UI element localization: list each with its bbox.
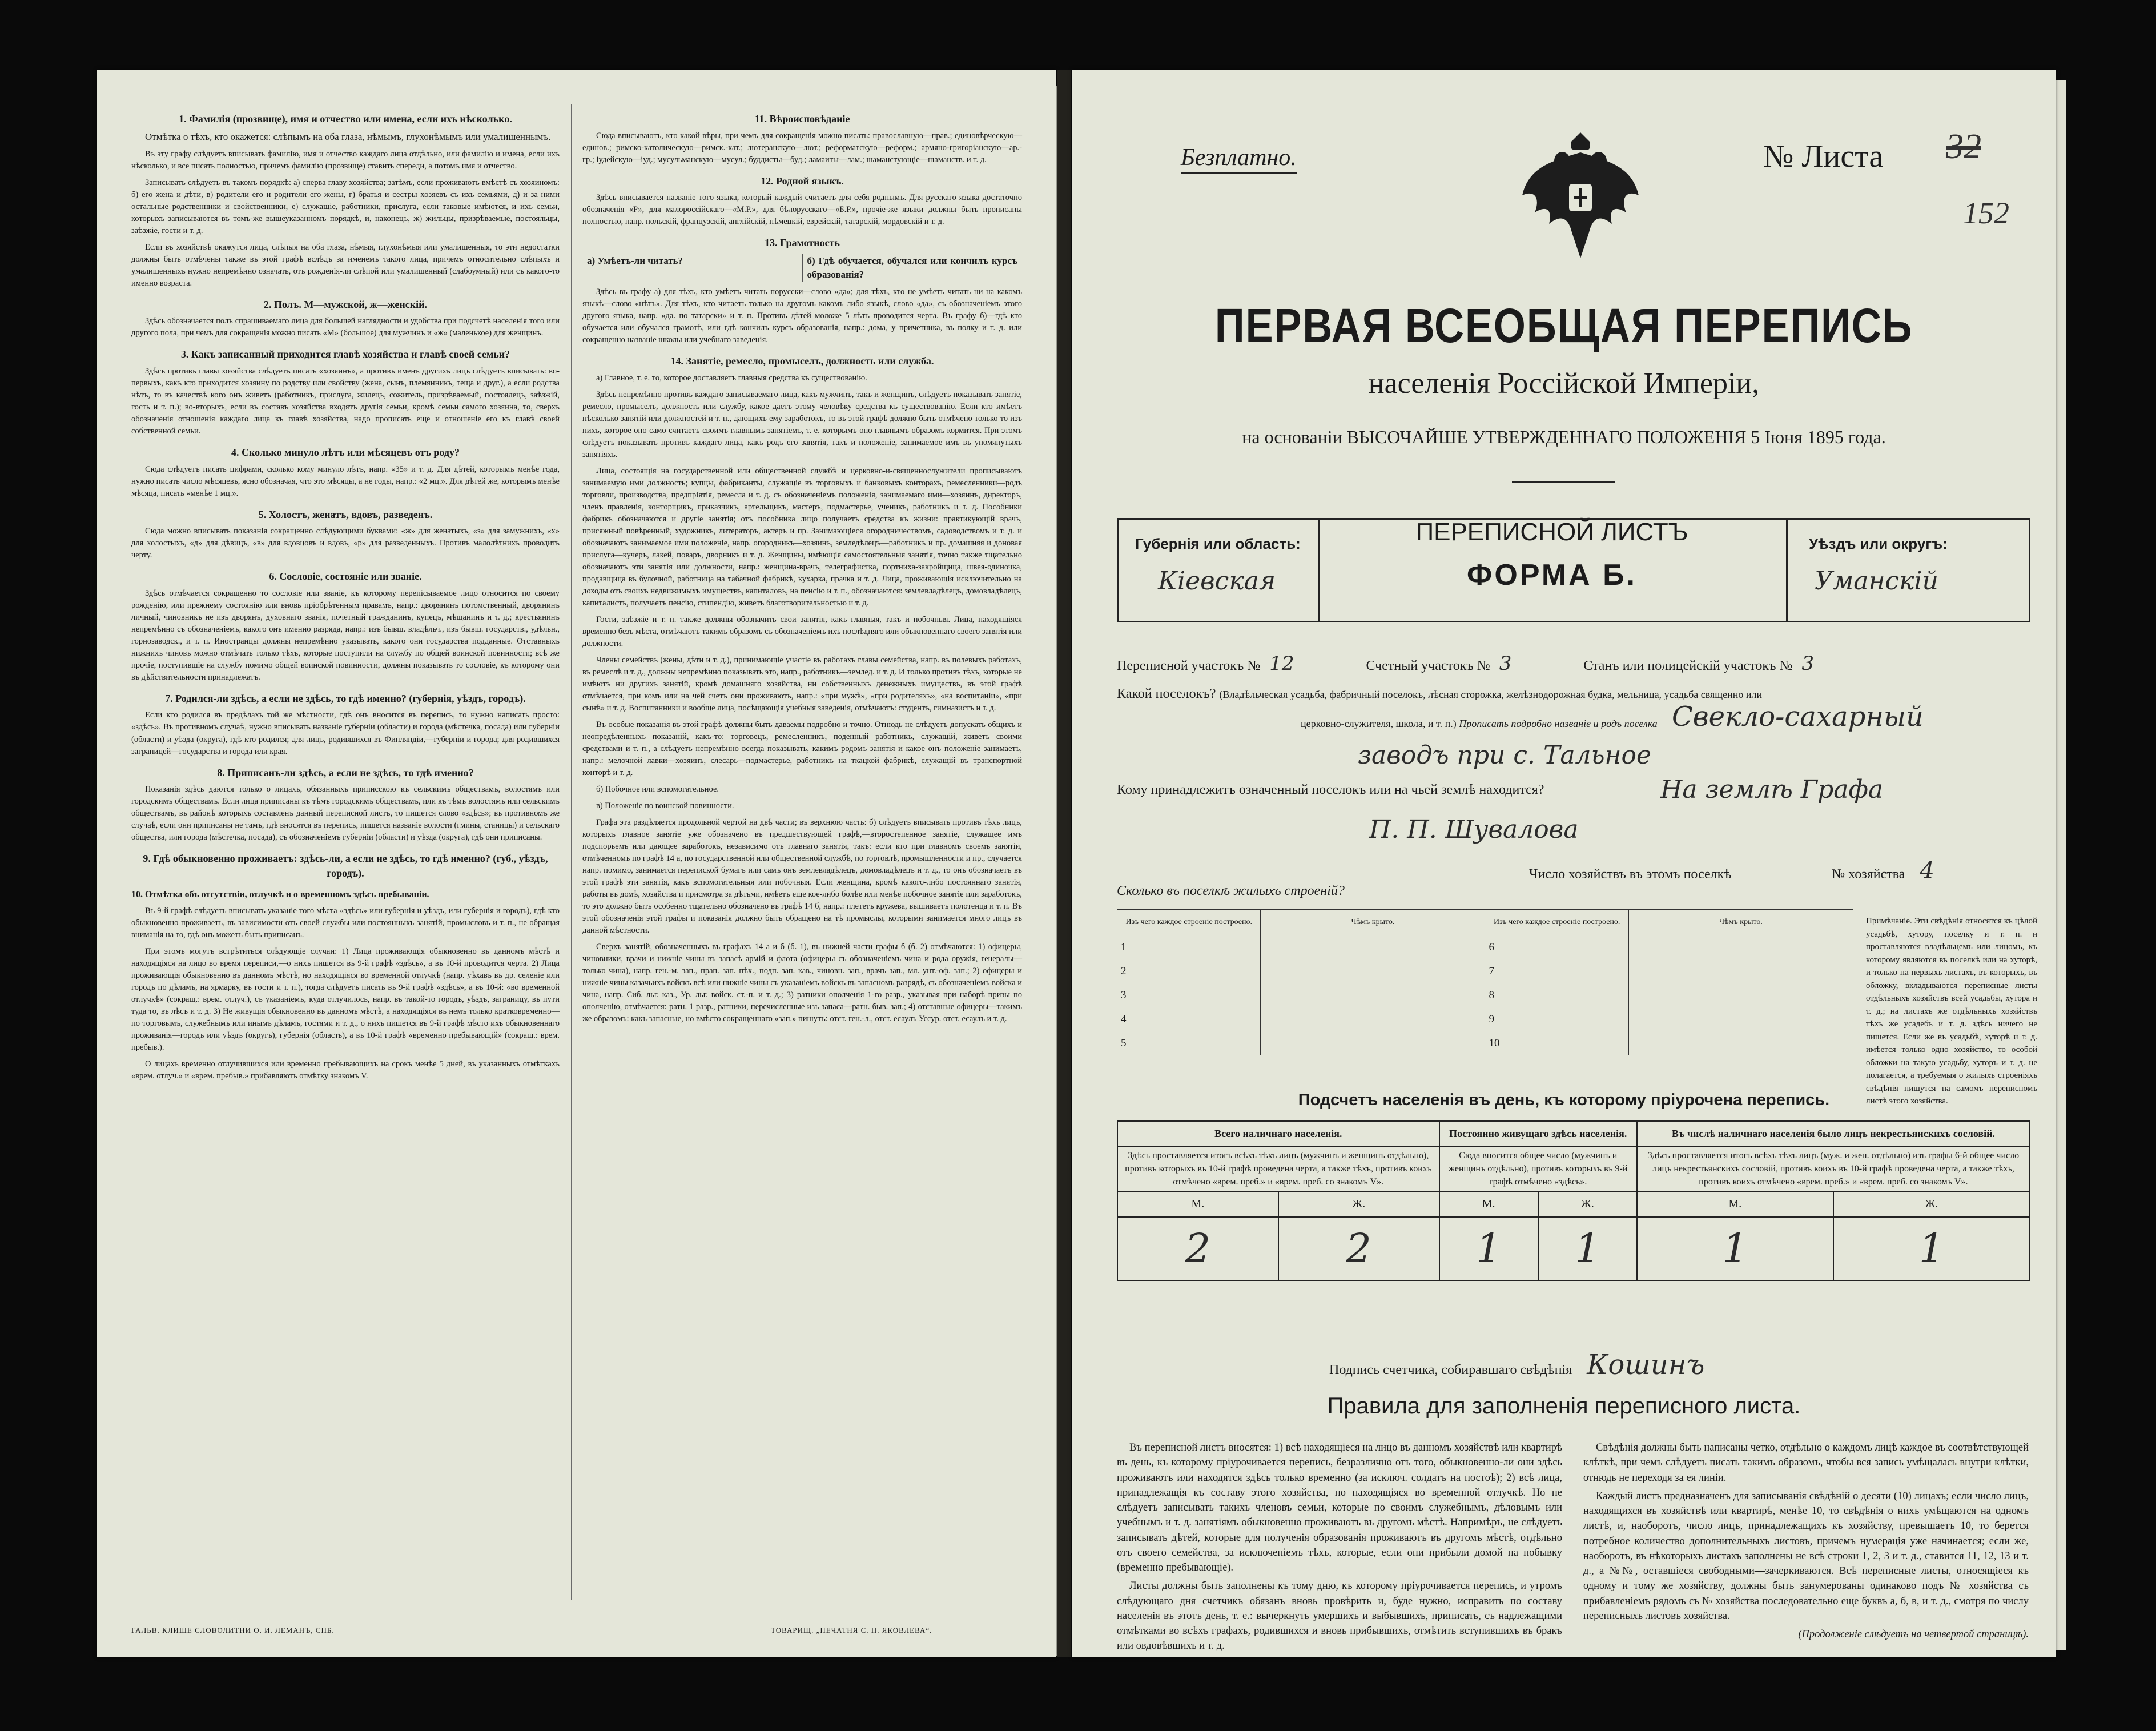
census-subtitle: населенія Россійской Имперіи, bbox=[1368, 367, 1760, 400]
instruction-paragraph: Здѣсь вписывается названіе того языка, который каждый считаетъ для себя роднымъ. Для русскаго языка достаточно обозначенія «Р», для малороссійскаго—«М.Р.», для бѣлорусскаго—«Б.Р.», прочіе-же языки должны быть прописаны полностью, напр. польскій, французскій, англійскій, нѣмецкій, еврейскій, татарскій, мордовскій и т. д. bbox=[582, 193, 1022, 227]
owner-row: Кому принадлежитъ означенный поселокъ или на чьей землѣ находится? bbox=[1117, 782, 1544, 797]
province-label: Губернія или область: bbox=[1135, 535, 1301, 552]
count-precinct-value: 3 bbox=[1499, 652, 1512, 675]
instruction-paragraph: б) Побочное или вспомогательное. bbox=[596, 785, 719, 794]
population-count-title: Подсчетъ населенія въ день, къ которому пріурочена перепись. bbox=[1298, 1091, 1830, 1109]
owner-value-1: На землѣ Графа bbox=[1660, 775, 1884, 804]
census-form-page bbox=[1072, 70, 2056, 1657]
form-title: ПЕРЕПИСНОЙ ЛИСТЪ bbox=[1415, 518, 1688, 546]
instruction-paragraph: При этомъ могутъ встрѣтиться слѣдующіе случаи: 1) Лица проживающія обыкновенно въ данномъ мѣстѣ и находящіяся на лицо во время переписи,—о нихъ пишется въ 9-й графѣ «здѣсь», а въ 10-й проводится черта. 2) Лица проживающія обыкновенно въ данномъ мѣстѣ, но находящіяся во временной отлучкѣ (напр. уѣхавъ въ др. селеніе или городъ по дѣламъ, на ярмарку, въ гости и т. п.), тогда слѣдуетъ писать въ 9-й графѣ «здѣсь», а въ 10-й: «во временной отлучкѣ» (сокращ.: врем. отлуч.), съ указаніемъ, куда отлучилось, напр. въ такой-то городъ, уѣздъ, заграницу, въ пути тудa то, въ лѣсъ и т. д. 3) Не живущія обыкновенно въ данномъ мѣстѣ, а находящіяся въ немъ только кратковременно—по торговымъ, служебнымъ или инымъ дѣламъ, гостями и т. д., о нихъ пишется въ 9-й графѣ мѣсто ихъ обыкновеннаго проживанія—городъ или уѣздъ (округъ), губернія (область), а въ 10-й графѣ «временно пребывающій» (сокращ.: врем. пребыв.). bbox=[131, 947, 560, 1053]
instruction-paragraph: Гости, заѣзжіе и т. п. также должны обозначить свои занятія, какъ главныя, такъ и побочныя. Лица, находящіяся временно безъ мѣста, отмѣчаютъ такимъ образомъ съ обозначеніемъ ихъ послѣдняго или обыкновеннаго своего занятія или должности. bbox=[582, 615, 1022, 648]
instruction-paragraph: Здѣсь обозначается полъ спрашиваемаго лица для большей наглядности и удобства при подсчетѣ населенія того или другого пола, при чемъ для сокращенія можно писать «М» (большое) для мужчинъ и «ж» (маленькое) для женщинъ. bbox=[131, 316, 560, 338]
non-peasant-female-count: 1 bbox=[1833, 1217, 2030, 1281]
form-letter: ФОРМА Б. bbox=[1467, 559, 1637, 592]
rules-column-left: Въ переписной листъ вносятся: 1) всѣ находящіеся на лицо въ данномъ хозяйствѣ или квартирѣ въ день, къ которому пріурочивается перепись, безразлично отъ того, обыкновенно-ли они здѣсь проживаютъ или находятся здѣсь только временно (за исключ. солдатъ на постоѣ); 2) всѣ лица, принадлежащія къ составу этого хозяйства, но находящіяся во временной отлучкѣ. Но не слѣдуетъ записывать такихъ членовъ семьи, которые по своимъ служебнымъ, дѣловымъ или учебнымъ и т. д. занятіямъ обыкновенно проживаютъ въ другомъ мѣстѣ. Напримѣръ, не слѣдуетъ записывать дѣтей, которые для полученія образованія проживаютъ въ другомъ мѣстѣ, отдѣльно отъ своего семейства, за исключеніемъ тѣхъ, которые, если они прибыли домой на побывку (временно пребывающіе). Листы должны быть заполнены къ тому дню, къ которому пріурочивается перепись, и утромъ слѣдующаго дня счетчикъ обязанъ вновь провѣрить и, буде нужно, исправить по составу населенія въ этотъ день, т. е.: вычеркнуть умершихъ и выбывшихъ, приписать, съ надлежащими отмѣтками во всѣхъ графахъ, родившихся и вновь прибывшихъ, отмѣтить вступившихъ въ бракъ или овдовѣвшихъ и т. д. bbox=[1117, 1442, 1562, 1652]
column-divider bbox=[571, 104, 572, 1600]
instruction-paragraph: Здѣсь отмѣчается сокращенно то сословіе или званіе, къ которому перепісываемое лицо относится по своему рожденію, или прежнему состоянію или вновь пріобрѣтенным правамъ, напр.: дворянинъ потомственный, дворянинъ личный, чиновникъ не изъ дворянъ, духовнаго званія, почетный гражданинъ, купецъ, мѣщанинъ и т. д.; крестьянинъ непремѣнно съ обозначеніемъ, какого онъ именно разряда, напр.: изъ бывш. владѣльч., изъ бывш. государств., удѣльн., горнозаводск., и т. п. Иностранцы должны непремѣнно указывать, какого они государства подданные. Отставныхъ нижнихъ чиновъ можно отмѣчать только тѣхъ, которые поступили на службу по общей воинской повинности; всѣ же прочіе, поступившіе на службу помимо общей воинской повинности, должны показывать то сословіе, къ которому они въ дѣйствительности принадлежатъ. bbox=[131, 588, 560, 682]
instruction-paragraph: а) Главное, т. е. то, которое доставляетъ главныя средства къ существованію. bbox=[596, 373, 867, 383]
rules-title: Правила для заполненія переписного листа. bbox=[1327, 1393, 1801, 1419]
instruction-paragraph: Въ эту графу слѣдуетъ вписывать фамилію, имя и отчество каждаго лица отдѣльно, или фамилію и имена, если ихъ нѣсколько, и все писать полностью, причемъ фамилію (прозвище) ставить спереди, а потомъ имя и отчество. bbox=[131, 149, 560, 171]
table-row: 2 bbox=[1117, 959, 1261, 983]
instruction-paragraph: в) Положеніе по воинской повинности. bbox=[596, 801, 734, 811]
population-count-table: Всего наличнаго населенія. Постоянно живущаго здѣсь населенія. Въ числѣ наличнаго населенія было лицъ некрестьянскихъ сословій. Здѣсь проставляется итогъ всѣхъ тѣхъ лицъ (мужчинъ и женщинъ отдѣльно), противъ которыхъ въ 10-й графѣ проведена черта, а также тѣхъ, противъ коихъ отмѣчено «врем. преб.» и «врем. преб. со знакомъ V». Сюда вносится общее число (мужчинъ и женщинъ отдѣльно), противъ которыхъ въ 9-й графѣ отмѣчено «здѣсь». Здѣсь проставляется итогъ всѣхъ тѣхъ лицъ (муж. и жен. отдѣльно) изъ графы 6-й общее число лицъ некрестьянскихъ сословій, противъ коихъ въ 10-й графѣ проведена черта, а также тѣхъ, противъ коихъ отмѣчено «врем. преб.» и «врем. преб. со знакомъ V». М. Ж. М. Ж. М. Ж. 2 2 1 1 1 1 bbox=[1117, 1120, 2030, 1281]
instruction-paragraph: Сюда слѣдуетъ писать цифрами, сколько кому минуло лѣтъ, напр. «35» и т. д. Для дѣтей, которымъ менѣе года, нужно писать число мѣсяцевъ, ясно обозначая, что это мѣсяцы, а не годы, напр.: «2 мц.». Для дѣтей же, которымъ менѣе мѣсяца, писать «менѣе 1 мц.». bbox=[131, 464, 560, 498]
instruction-paragraph: Здѣсь непремѣнно противъ каждаго записываемаго лица, какъ мужчинъ, такъ и женщинъ, слѣдуетъ показывать занятіе, ремесло, промыселъ, должность или службу, какое даетъ этому человѣку средства къ существованію. Если кто имѣетъ нѣсколько занятій или должностей и т. п., дающихъ ему заработокъ, то въ этой графѣ должно быть отмѣчено только то изъ нихъ, которое оно само считаетъ своимъ главнымъ занятіемъ, т. е. которымъ оно главнымъ образомъ кормится. При этомъ слѣдуетъ показывать противъ каждаго лица, какъ родъ его занятія, такъ и положеніе, занимаемое имъ въ упомянутыхъ занятіяхъ. bbox=[582, 389, 1022, 459]
instruction-heading: 7. Родился-ли здѣсь, а если не здѣсь, то гдѣ именно? (губернія, уѣздъ, городъ). bbox=[165, 692, 526, 704]
uezd-label: Уѣздъ или округъ: bbox=[1809, 535, 1948, 552]
present-female-count: 2 bbox=[1278, 1217, 1439, 1281]
instruction-paragraph: Если кто родился въ предѣлахъ той же мѣстности, гдѣ онъ вносится въ перепись, то нужно написать просто: «здѣсь». Въ противномъ случаѣ, нужно вписывать названіе губерніи (области) и города (мѣстечка, посада) или губерніи (области) и уѣзда (округа), гдѣ кто родился; для лицъ, родившихся въ Финляндіи,—губерніи и города; для родившихся заграницей—государства и города или края. bbox=[131, 710, 560, 756]
instruction-paragraph: Здѣсь въ графу а) для тѣхъ, кто умѣетъ читать порусски—слово «да»; для тѣхъ, кто не умѣетъ читать ни на какомъ языкѣ—слово «нѣтъ». Для тѣхъ, кто читаетъ только на другомъ какомъ либо языкѣ, слово «да», съ обозначеніемъ этого другого языка, напр. «да. по татарски» и т. п. Противъ дѣтей моложе 5 лѣтъ проводится черта. Въ графу б)—гдѣ кто обучается или обучался грамотѣ, или гдѣ кончилъ курсъ образованія, напр.: дома, у причетника, въ полку и т. д. или сокращенно названіе школы или учебнаго заведенія. bbox=[582, 287, 1022, 345]
instruction-paragraph: Въ особые показанія въ этой графѣ должны быть даваемы подробно и точно. Отнюдь не слѣдуетъ допускать общихъ и неопредѣленныхъ показаній, какъ-то: торговецъ, ремесленникъ, поденный работникъ, служащій, живетъ своими средствами и т. п., а слѣдуетъ непремѣнно всегда показывать, какимъ родомъ занятія и какое онъ положеніе занимаетъ, напр.: мелочной лавки—хозяинъ, слесарь—подмастерье, работникъ на ткацкой фабрикѣ, служащій въ транспортной конторѣ и т. д. bbox=[582, 720, 1022, 778]
table-row: 3 bbox=[1117, 983, 1261, 1007]
owner-value-2: П. П. Шувалова bbox=[1369, 815, 1579, 844]
instruction-paragraph: Сюда можно вписывать показанія сокращенно слѣдующими буквами: «ж» для женатыхъ, «з» для замужнихъ, «х» для холостыхъ, «д» для дѣвицъ, «в» для вдовцовъ и вдовъ, «р» для разведенныхъ. Противъ малолѣтнихъ проводить черту. bbox=[131, 527, 560, 560]
settlement-value-2: заводъ при с. Тальное bbox=[1358, 741, 1652, 770]
instruction-paragraph: Записывать слѣдуетъ въ такомъ порядкѣ: а) сперва главу хозяйства; затѣмъ, если проживаютъ вмѣстѣ съ хозяиномъ: б) его жена и дѣти, в) родители его и родители его жены, г) братья и сестры хозяевъ съ ихъ семьями, д) и за ними остальные родственники и свойственники, е) служащіе, работники, прислуга, если таковые имѣются, и ихъ семьи, которыхъ записываются въ томъ-же вышеуказанномъ порядкѣ, и, наконецъ, ж) жильцы, призрѣваемые, постояльцы, заѣзжіе, гости и т. д. bbox=[131, 178, 560, 235]
free-label: Безплатно. bbox=[1181, 144, 1297, 174]
instruction-heading: 4. Сколько минуло лѣтъ или мѣсяцевъ отъ роду? bbox=[231, 447, 460, 459]
present-male-count: 2 bbox=[1117, 1217, 1278, 1281]
printer-credit-left: ГАЛЬВ. КЛИШЕ СЛОВОЛИТНИ О. И. ЛЕМАНЪ, СПБ. bbox=[131, 1626, 335, 1634]
sheet-number-label: № Листа bbox=[1763, 139, 1884, 174]
instruction-paragraph: Члены семействъ (жены, дѣти и т. д.), принимающіе участіе въ работахъ главы семейства, напр. въ полевыхъ работахъ, въ ремеслѣ и т. д., должны непремѣнно показывать это, напр., работникъ—землед. и т. д. И только противъ тѣхъ, которые не имѣютъ ни другихъ занятій, кромѣ домашняго хозяйства, ни собственныхъ денежныхъ имуществъ, въ этой графѣ отмѣчается, при комъ или на чей счетъ они проживаютъ, напр.: «при мужѣ», «при родителяхъ», «на воспитаніи», «при сынѣ» и т. д. Воспитанники и вообще лица, посѣщающія учебныя заведенія, отмѣчаютъ: студентъ, гимназистъ и т. д. bbox=[582, 655, 1022, 713]
province-value: Кіевская bbox=[1158, 567, 1276, 596]
instructions-column-1 bbox=[131, 104, 560, 1087]
instruction-heading: 1. Фамилія (прозвище), имя и отчество или имена, если ихъ нѣсколько. bbox=[179, 113, 512, 124]
instruction-heading: 10. Отмѣтка объ отсутствіи, отлучкѣ и о временномъ здѣсь пребываніи. bbox=[131, 890, 429, 900]
resident-female-count: 1 bbox=[1538, 1217, 1637, 1281]
instruction-heading: 12. Родной языкъ. bbox=[761, 175, 844, 187]
book-spine bbox=[1057, 70, 1071, 1657]
census-title: ПЕРВАЯ ВСЕОБЩАЯ ПЕРЕПИСЬ bbox=[1214, 299, 1913, 352]
instruction-heading: 2. Полъ. М—мужской, ж—женскій. bbox=[263, 298, 428, 310]
resident-male-count: 1 bbox=[1439, 1217, 1538, 1281]
household-number-value: 4 bbox=[1920, 858, 1934, 884]
buildings-table: Изъ чего каждое строеніе построено. Чѣмъ крыто. Изъ чего каждое строеніе построено. Чѣмъ крыто. 1 6 2 7 3 8 4 9 5 10 bbox=[1117, 909, 1853, 1055]
rules-column-right: Свѣдѣнія должны быть написаны четко, отдѣльно о каждомъ лицѣ каждое въ соотвѣтствующей клѣткѣ, при чемъ слѣдуетъ писать такимъ образомъ, чтобы вся запись умѣщалась внутри клѣтки, отнюдь не переходя за ея линіи. Каждый листъ предназначенъ для записыванія свѣдѣній о десяти (10) лицахъ; если число лицъ, находящихся въ хозяйствѣ или квартирѣ, менѣе 10, то свѣдѣнія о нихъ умѣщаются на одномъ листѣ, и, наоборотъ, число лицъ, принадлежащихъ къ хозяйству, превышаетъ 10, то берется потребное количество дополнительныхъ листовъ, причемъ нумерація уже начинается; если же, наоборотъ, въ нѣкоторыхъ листахъ заполнены не всѣ строки 1, 2, 3 и т. д., ставится 11, 12, 13 и т. д., а №№, оставшіеся свободными—зачеркиваются. Всѣ переписные листы, относящіеся къ одному и тому же хозяйству, должны быть занумерованы одинаково подъ № хозяйства съ прибавленіемъ рядомъ съ № хозяйства последовательно еще буквъ а, б, в, и т. д., смотря по числу переписныхъ листовъ хозяйства. (Продолженіе слѣдуетъ на четвертой страницѣ). bbox=[1583, 1442, 2029, 1641]
instruction-paragraph: Въ 9-й графѣ слѣдуетъ вписывать указаніе того мѣста «здѣсь» или губернія и уѣздъ, или губернія и городъ), гдѣ кто обыкновенно проживаетъ, въ зависимости отъ своей службы или постоянныхъ занятій, промысловъ и т. п., не обращая вниманія на то, гдѣ онъ можетъ быть приписанъ. bbox=[131, 906, 560, 939]
instruction-heading: 13. Грамотность bbox=[765, 237, 840, 249]
sheet-number-handwritten: 32 bbox=[1946, 127, 1981, 166]
buildings-label: Сколько въ поселкѣ жилыхъ строеній? bbox=[1117, 883, 1345, 898]
households-row: Число хозяйствъ въ этомъ поселкѣ № хозяйства 4 bbox=[1529, 858, 1934, 884]
left-page bbox=[97, 70, 1056, 1657]
table-row: 1 bbox=[1117, 935, 1261, 959]
buildings-note: Примѣчаніе. Эти свѣдѣнія относятся къ цѣлой усадьбѣ, хутору, поселку и т. п. и проставляются владѣльцемъ или лицомъ, къ которому являются въ поселкѣ или на хуторѣ, и только на первыхъ листахъ, въ которыхъ, въ обложку, вкладываются переписные листы отдѣльныхъ хозяйствъ всей усадьбы, хутора и т. д.; на листахъ же отдѣльныхъ хозяйствъ тѣхъ же усадебъ и т. д. здѣсь ничего не пишется. Если же въ усадьбѣ, хуторѣ и т. д. имѣется только одно хозяйство, то особой обложки на такую усадьбу, хуторъ и т. д. не полагается, а требуемыя о жилыхъ строеніяхъ свѣдѣнія пишутся на самомъ переписномъ листѣ этого хозяйства. bbox=[1866, 917, 2037, 1106]
precinct-value: 12 bbox=[1269, 652, 1294, 675]
instruction-paragraph: Отмѣтка о тѣхъ, кто окажется: слѣпымъ на оба глаза, нѣмымъ, глухонѣмымъ или умалишеннымъ. bbox=[145, 131, 551, 142]
instruction-heading: 14. Занятіе, ремесло, промыселъ, должность или служба. bbox=[670, 355, 934, 367]
non-peasant-male-count: 1 bbox=[1637, 1217, 1833, 1281]
uezd-value: Уманскій bbox=[1815, 567, 1938, 596]
instruction-paragraph: Лица, состоящія на государственной или общественной службѣ и церковно-и-священнослужители прописываютъ занимаемую ими должность; купцы, фабриканты, служащіе въ торговыхъ и банковыхъ конторахъ, ремесленники—родъ торговли, производства, предпріятія, ремесла и т. д. съ обозначеніемъ положенія, занимаемаго ими—хозяинъ, директоръ, членъ правленія, конторщикъ, приказчикъ, артельщикъ, мастеръ, подмастерье, ученикъ, работникъ и т. д. Пособники фабрикъ обозначаются и другіе занятія; отъ пособника лицо получаетъ средства къ жизни: практикующій врачъ, присяжный повѣренный, художникъ, литераторъ, актеръ и пр. Занимающіеся огородничествомъ, садоводствомъ и т. д. и обозначаютъ занимаемое ими положеніе, напр. огородникъ—хозяинъ, земледѣлецъ—работникъ и пр. домашняя и доновая прислуга—кучеръ, лакей, поваръ, дворникъ и т. д. Женщины, имѣющія самостоятельныя занятія, точно также тщательно обозначаютъ эти занятія или должности, напр.: женщина-врачъ, телеграфистка, портниха-закройщица, швея-одиночка, продавщица въ булочной, работница на табачной фабрикѣ, кухарка, прачка и т. д. Лица, проживающія исключительно на доходы отъ своихъ недвижимыхъ имуществъ, капиталовъ, на пенсію и т. п., обозначаются: землевладѣлецъ, домовладѣлецъ, капиталистъ, получаетъ пенсію, стипендію, живетъ благотворительностью и т. д. bbox=[582, 466, 1022, 608]
printer-credit-right: ТОВАРИЩ. „ПЕЧАТНЯ С. П. ЯКОВЛЕВА“. bbox=[771, 1626, 932, 1634]
instruction-heading: 8. Приписанъ-ли здѣсь, а если не здѣсь, то гдѣ именно? bbox=[217, 766, 474, 778]
imperial-eagle-emblem bbox=[1518, 127, 1643, 264]
instructions-column-2 bbox=[582, 104, 1022, 1030]
instruction-paragraph: Графа эта раздѣляется продольной чертой на двѣ части; въ верхнюю часть: б) слѣдуетъ вписывать противъ тѣхъ лицъ, которыхъ главное занятіе уже обозначено въ предшествующей графѣ,—второстепенное занятіе, служащее имъ подспорьемъ или дающее заработокъ, независимо отъ главнаго занятія, такъ: если кто при главномъ своемъ занятіи, отмѣченномъ по графѣ 14 а, по государственной или общественной службѣ, по торговлѣ, промышленности и пр., случается напр. помимо, занимается перепиской бумагъ или самъ онъ землевладѣлецъ, домовладѣлецъ и т. д., то онъ обозначаетъ въ этой графѣ эти занятія, какъ вспомогательныя или побочныя. Если женщина, кромѣ какого-либо постояннаго занятія, работы въ домѣ, хозяйства и присмотра за дѣтьми, имѣетъ еще кое-либо болѣе или менѣе побочное занятіе или заработокъ, то это должно быть особенно тщательно обозначено въ графѣ 14 б, напр.: плететъ кружева, вышиваетъ полотенца и т. п. Въ этой обозначенія этой графы и показанія должно быть обращено на тѣ промыслы, которыми занимается много лицъ въ данной мѣстности. bbox=[582, 818, 1022, 935]
instruction-paragraph: Сверхъ занятій, обозначенныхъ въ графахъ 14 а и б (б. 1), въ нижней части графы б (б. 2) отмѣчаются: 1) офицеры, чиновники, врачи и нижніе чины въ запасѣ армій и флота (офицеры съ обозначеніемъ чина и рода оружія, генералы—только чина), напр. ген.-м. зап., прап. зап. пѣх., подп. зап. кав., чиновн. зап., врачъ зап., мл. унт.-оф. зап.; 2) офицеры и нижніе чины казачьихъ войскъ всѣ или нижніе чины съ указаніемъ войскъ въ запасномъ разрядѣ, съ обозначеніемъ войска и чина, напр. Сиб. льг. каз., Ур. льг. войск. ст.-п. и т. д.; 3) ратники ополченія 1-го разр., указывая при наборѣ призы по ополченію, отмѣчается: ратн. 1 разр., ратники, перечисленные изъ запаса—ратн. быв. зап.; 4) отставные офицеры—такимъ же образомъ: какъ запасные, но вмѣсто сокращеннаго «зап.» пишутъ: отст. ген.-л., отст. есаулъ Уссур. отст. есаулъ и т. д. bbox=[582, 942, 1022, 1024]
table-row: 5 bbox=[1117, 1031, 1261, 1055]
legal-basis-line: на основаніи ВЫСОЧАЙШЕ УТВЕРЖДЕННАГО ПОЛОЖЕНІЯ 5 Іюня 1895 года. bbox=[1242, 427, 1886, 447]
title-divider bbox=[1512, 481, 1615, 483]
settlement-value-1: Свекло-сахарный bbox=[1672, 701, 1924, 733]
instruction-heading: 6. Сословіе, состояніе или званіе. bbox=[269, 571, 422, 583]
stan-value: 3 bbox=[1801, 652, 1815, 675]
literacy-subheadings: а) Умѣетъ-ли читать? б) Гдѣ обучается, обучался или кончилъ курсъ образованія? bbox=[582, 254, 1022, 282]
instruction-paragraph: Показанія здѣсь даются только о лицахъ, обязанныхъ приписскою къ сельскимъ обществамъ, волостямъ или городскимъ обществамъ. Если лица приписаны къ тѣмъ городскимъ обществамъ, или къ тѣмъ волостямъ или сельскимъ обществамъ, въ районѣ которыхъ составленъ данный переписной листъ, то пишется слово «здѣсь»; въ противномъ же случаѣ, если они приписаны не тамъ, гдѣ вносятся въ перепись, пишется названіе волости (гмины, станицы) и сельскаго общества, или города (мѣстечка, посада), съ обозначеніемъ губерніи (области) и уѣзда (округа), гдѣ они приписаны. bbox=[131, 785, 560, 842]
instruction-paragraph: О лицахъ временно отлучившихся или временно пребывающихъ на срокъ менѣе 5 дней, въ указанныхъ отмѣткахъ «врем. отлуч.» и «врем. пребыв.» прибавляютъ отмѣтку знакомъ V. bbox=[131, 1059, 560, 1081]
precinct-row: Переписной участокъ № 12 Счетный участокъ № 3 Станъ или полицейскій участокъ № 3 bbox=[1117, 652, 1815, 675]
settlement-hint-row: церковно-служителя, школа, и т. п.) Прописать подробно названіе и родъ поселка bbox=[1301, 718, 1658, 729]
settlement-row: Какой поселокъ? (Владѣльческая усадьба, фабричный поселокъ, лѣсная сторожка, желѣзнодорожная будка, мельница, усадьба священно или bbox=[1117, 686, 1763, 701]
instruction-heading: 3. Какъ записанный приходится главѣ хозяйства и главѣ своей семьи? bbox=[180, 348, 510, 360]
instruction-paragraph: Сюда вписываютъ, кто какой вѣры, при чемъ для сокращенія можно писать: православную—прав.; единовѣрческую—единов.; римско-католическую—римск.-кат.; лютеранскую—лют.; реформатскую—реформ.; армяно-григоріанскую—ар.-гр.; іудейскую—іуд.; мусульманскую—мусул.; буддисты—буд.; ламаиты—лам.; шаманстующіе—шаманств. и т. д. bbox=[582, 131, 1022, 164]
instruction-heading: 9. Гдѣ обыкновенно проживаетъ: здѣсь-ли, а если не здѣсь, то гдѣ именно? (губ., уѣздъ, городъ). bbox=[143, 853, 548, 879]
instruction-paragraph: Здѣсь противъ главы хозяйства слѣдуетъ писать «хозяинъ», а противъ именъ другихъ лицъ слѣдуетъ вписывать: во-первыхъ, какъ кто приходится хозяину по родству или свойству (жена, сынъ, племянникъ, теща и друг.), а если родства нѣтъ, то въ качествѣ кого онъ живетъ (работникъ, прислуга, жилецъ, сожитель, призрѣваемый, постоялецъ, заѣзжій, гость и т. п.); во-вторыхъ, если въ составъ хозяйства входятъ другія семьи, кромѣ семьи самого хозяина, то, сверхъ обозначенія отношенія каждаго лица къ главѣ хозяйства, надо прописать еще и отношеніе его къ главѣ своей собственной семьи. bbox=[131, 366, 560, 436]
instruction-paragraph: Если въ хозяйствѣ окажутся лица, слѣпыя на оба глаза, нѣмыя, глухонѣмыя или умалишенныя, то эти недостатки должны быть отмѣчены также въ этой графѣ вслѣдъ за именемъ такого лица, причемъ относительно слѣпыхъ и умалишенныхъ нужно непремѣнно означать, отъ рожденія-ли слѣпой или умалишенный (слабоумный) или съ какого-то именно возраста. bbox=[131, 242, 560, 288]
enumerator-signature: Кошинъ bbox=[1587, 1349, 1705, 1381]
header-box-bottom bbox=[1117, 621, 2030, 622]
instruction-heading: 11. Вѣроисповѣданіе bbox=[754, 113, 850, 124]
instruction-heading: 5. Холостъ, женатъ, вдовъ, разведенъ. bbox=[258, 508, 433, 520]
sheet-number-handwritten-2: 152 bbox=[1963, 196, 2009, 230]
table-row: 4 bbox=[1117, 1007, 1261, 1031]
enumerator-signature-row: Подпись счетчика, собиравшаго свѣдѣнія Кошинъ bbox=[1329, 1349, 1705, 1381]
